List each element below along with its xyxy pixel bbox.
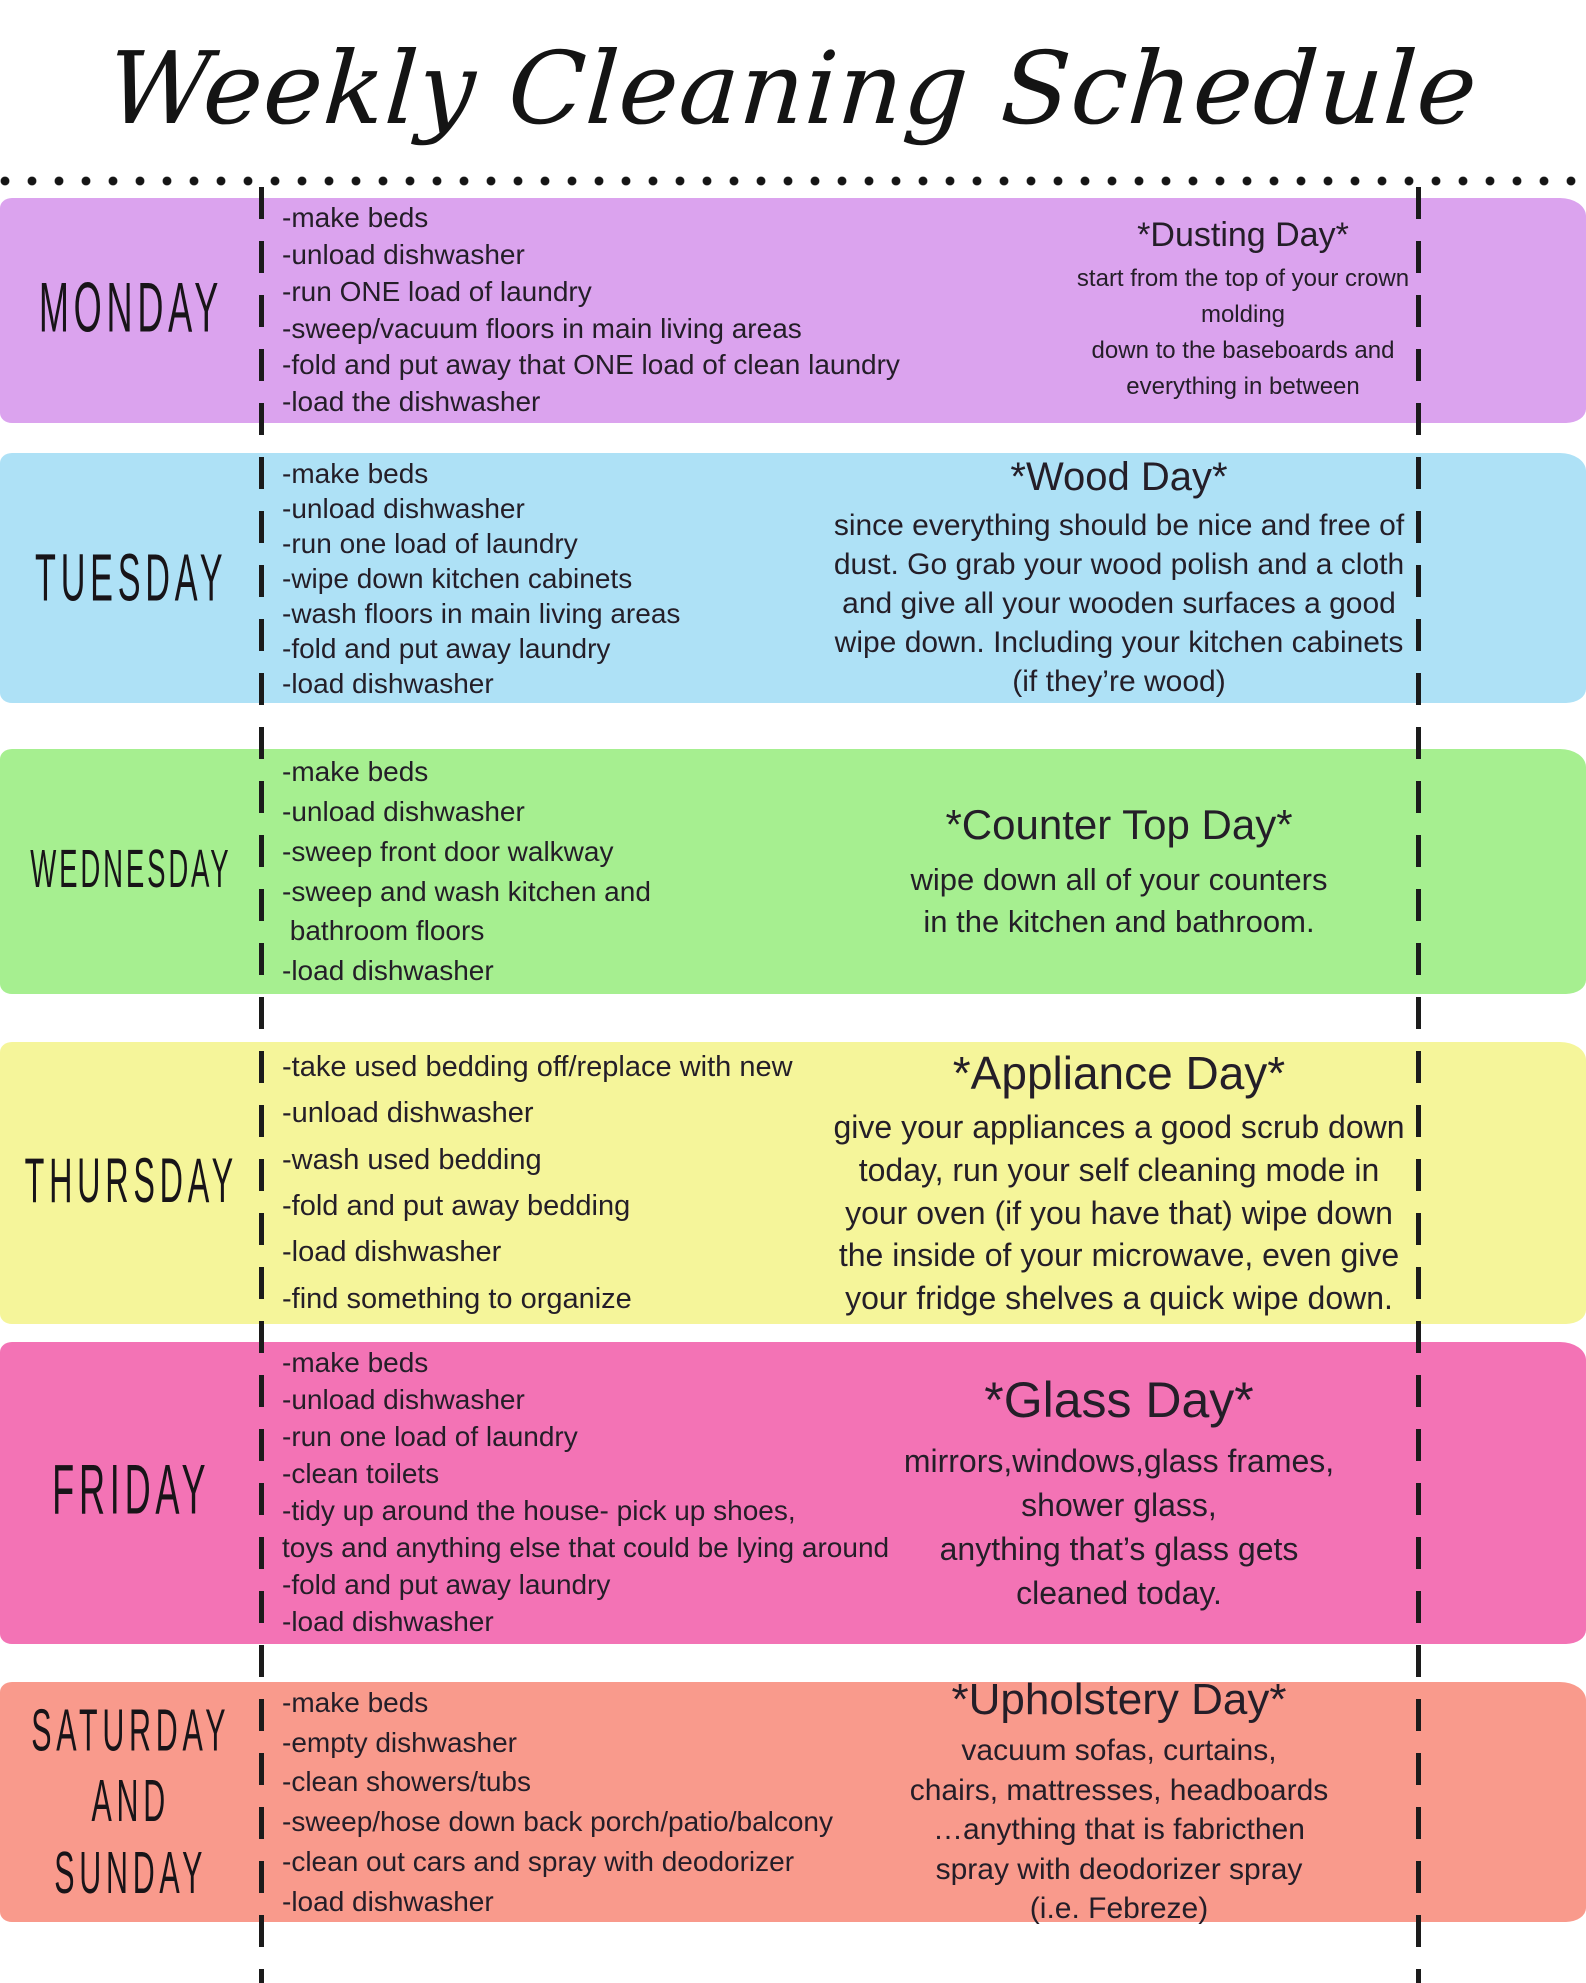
focus-line: wipe down all of your counters [910, 861, 1328, 897]
schedule-row-wednesday [0, 749, 1586, 994]
task-item: bathroom floors [282, 915, 485, 947]
focus-line: dust. Go grab your wood polish and a cloth [833, 548, 1405, 581]
task-item: -wash floors in main living areas [282, 597, 681, 629]
task-item: -load dishwasher [282, 955, 494, 986]
schedule-row-monday [0, 198, 1586, 423]
day-line: SUNDAY [54, 1839, 208, 1906]
day-line: WEDNESDAY [30, 840, 232, 900]
focus-line: vacuum sofas, curtains, [961, 1734, 1277, 1768]
task-item: -empty dishwasher [282, 1726, 517, 1758]
task-item: -unload dishwasher [282, 1384, 525, 1416]
focus-line: since everything should be nice and free of [833, 509, 1405, 542]
focus-line: …anything that is fabricthen [933, 1813, 1305, 1847]
schedule-row-saturday-sunday [0, 1675, 1586, 1926]
focus-line: and give all your wooden surfaces a good [842, 587, 1396, 620]
focus-panel-friday [794, 1342, 1444, 1644]
day-label-monday [0, 198, 262, 423]
task-item: -make beds [282, 756, 429, 788]
focus-line: molding [1200, 301, 1286, 328]
focus-line: spray with deodorizer spray [935, 1852, 1303, 1886]
day-label-text [52, 1454, 210, 1531]
task-item: -sweep/vacuum floors in main living areas [282, 312, 802, 344]
task-item: -unload dishwasher [282, 238, 525, 270]
focus-title: *Glass Day* [984, 1371, 1254, 1428]
focus-line: today, run your self cleaning mode in [858, 1151, 1380, 1188]
task-item: -make beds [282, 201, 429, 233]
focus-panel-saturday-sunday [794, 1675, 1444, 1926]
task-item: -fold and put away that ONE load of clean laundry [282, 349, 900, 381]
task-item: -clean showers/tubs [282, 1766, 532, 1798]
focus-line: wipe down. Including your kitchen cabinets [834, 626, 1404, 659]
day-label-thursday [0, 1042, 262, 1324]
focus-panel-monday [1058, 198, 1428, 423]
focus-panel-tuesday [794, 453, 1444, 703]
day-label-friday [0, 1342, 262, 1644]
task-item: -load dishwasher [282, 667, 494, 699]
task-item: -fold and put away laundry [282, 1568, 611, 1600]
task-item: -make beds [282, 457, 429, 489]
day-line: AND [91, 1768, 171, 1835]
focus-line: shower glass, [1021, 1486, 1217, 1523]
focus-line: down to the baseboards and [1091, 337, 1395, 364]
task-item: -unload dishwasher [282, 796, 525, 827]
task-list-thursday [262, 1042, 794, 1324]
focus-line: (i.e. Febreze) [1029, 1892, 1209, 1926]
dashed-line-right [1416, 187, 1421, 1983]
task-item: -load dishwasher [282, 1236, 502, 1269]
task-item: -unload dishwasher [282, 1097, 534, 1130]
task-item: -tidy up around the house- pick up shoes, [282, 1495, 796, 1526]
task-item: -run one load of laundry [282, 1421, 578, 1453]
focus-line: the inside of your microwave, even give [838, 1237, 1400, 1274]
task-item: -load dishwasher [282, 1885, 494, 1917]
task-list-friday [262, 1342, 890, 1644]
page-title: Weekly Cleaning Schedule [104, 29, 1482, 147]
task-item: -make beds [282, 1686, 429, 1718]
schedule-row-tuesday [0, 453, 1586, 703]
task-item: -fold and put away bedding [282, 1190, 631, 1222]
title-area [0, 0, 1586, 176]
task-list-saturday-sunday [262, 1682, 834, 1922]
task-list-monday [262, 198, 1058, 423]
focus-panel-wednesday [794, 749, 1444, 994]
dotted-divider [0, 176, 1586, 186]
task-item: -clean out cars and spray with deodorizer [282, 1845, 795, 1877]
task-item: -wipe down kitchen cabinets [282, 562, 633, 594]
day-line: TUESDAY [34, 539, 228, 616]
focus-line: in the kitchen and bathroom. [923, 903, 1315, 939]
day-label-text [24, 1148, 237, 1217]
task-item: -run one load of laundry [282, 527, 578, 559]
focus-line: your oven (if you have that) wipe down [845, 1194, 1393, 1231]
task-item: -take used bedding off/replace with new [282, 1050, 793, 1083]
focus-line: anything that’s glass gets [939, 1531, 1299, 1567]
day-line: MONDAY [38, 269, 224, 348]
schedule-row-thursday [0, 1042, 1586, 1324]
day-line: SATURDAY [31, 1697, 231, 1764]
task-list-wednesday [262, 749, 794, 994]
task-item: -sweep/hose down back porch/patio/balcony [282, 1806, 834, 1837]
focus-title: *Upholstery Day* [951, 1675, 1287, 1725]
task-item: -load the dishwasher [282, 386, 541, 418]
focus-line: everything in between [1126, 373, 1360, 400]
task-item: -unload dishwasher [282, 492, 525, 524]
day-label-text [31, 1695, 230, 1908]
focus-line: (if they’re wood) [1012, 665, 1226, 698]
day-label-text [30, 842, 231, 901]
focus-line: start from the top of your crown [1076, 265, 1410, 292]
focus-panel-thursday [794, 1042, 1444, 1324]
focus-title: *Wood Day* [1010, 455, 1228, 499]
focus-title: *Counter Top Day* [945, 800, 1293, 848]
schedule-row-friday [0, 1342, 1586, 1644]
day-line: FRIDAY [51, 1452, 211, 1531]
focus-line: chairs, mattresses, headboards [909, 1773, 1329, 1807]
day-label-text [35, 541, 227, 614]
task-item: -wash used bedding [282, 1143, 542, 1176]
day-label-saturday-sunday [0, 1682, 262, 1922]
task-item: -load dishwasher [282, 1605, 494, 1637]
focus-line: mirrors,windows,glass frames, [903, 1442, 1335, 1479]
focus-title: *Dusting Day* [1137, 216, 1349, 254]
task-item: -make beds [282, 1347, 429, 1379]
focus-line: your fridge shelves a quick wipe down. [845, 1280, 1393, 1317]
day-label-tuesday [0, 453, 262, 703]
task-item: -run ONE load of laundry [282, 275, 592, 307]
task-item: -find something to organize [282, 1282, 632, 1315]
task-item: -clean toilets [282, 1458, 440, 1490]
focus-title: *Appliance Day* [952, 1046, 1286, 1099]
task-item: -sweep and wash kitchen and [282, 875, 651, 907]
dashed-line-left [259, 187, 264, 1983]
task-item: -fold and put away laundry [282, 632, 611, 664]
day-label-text [38, 269, 224, 349]
task-list-tuesday [262, 453, 794, 703]
task-item: toys and anything else that could be lying around [282, 1531, 890, 1563]
day-label-wednesday [0, 749, 262, 994]
task-item: -sweep front door walkway [282, 835, 614, 867]
focus-line: cleaned today. [1016, 1575, 1222, 1612]
focus-line: give your appliances a good scrub down [833, 1108, 1405, 1145]
day-line: THURSDAY [24, 1146, 238, 1217]
